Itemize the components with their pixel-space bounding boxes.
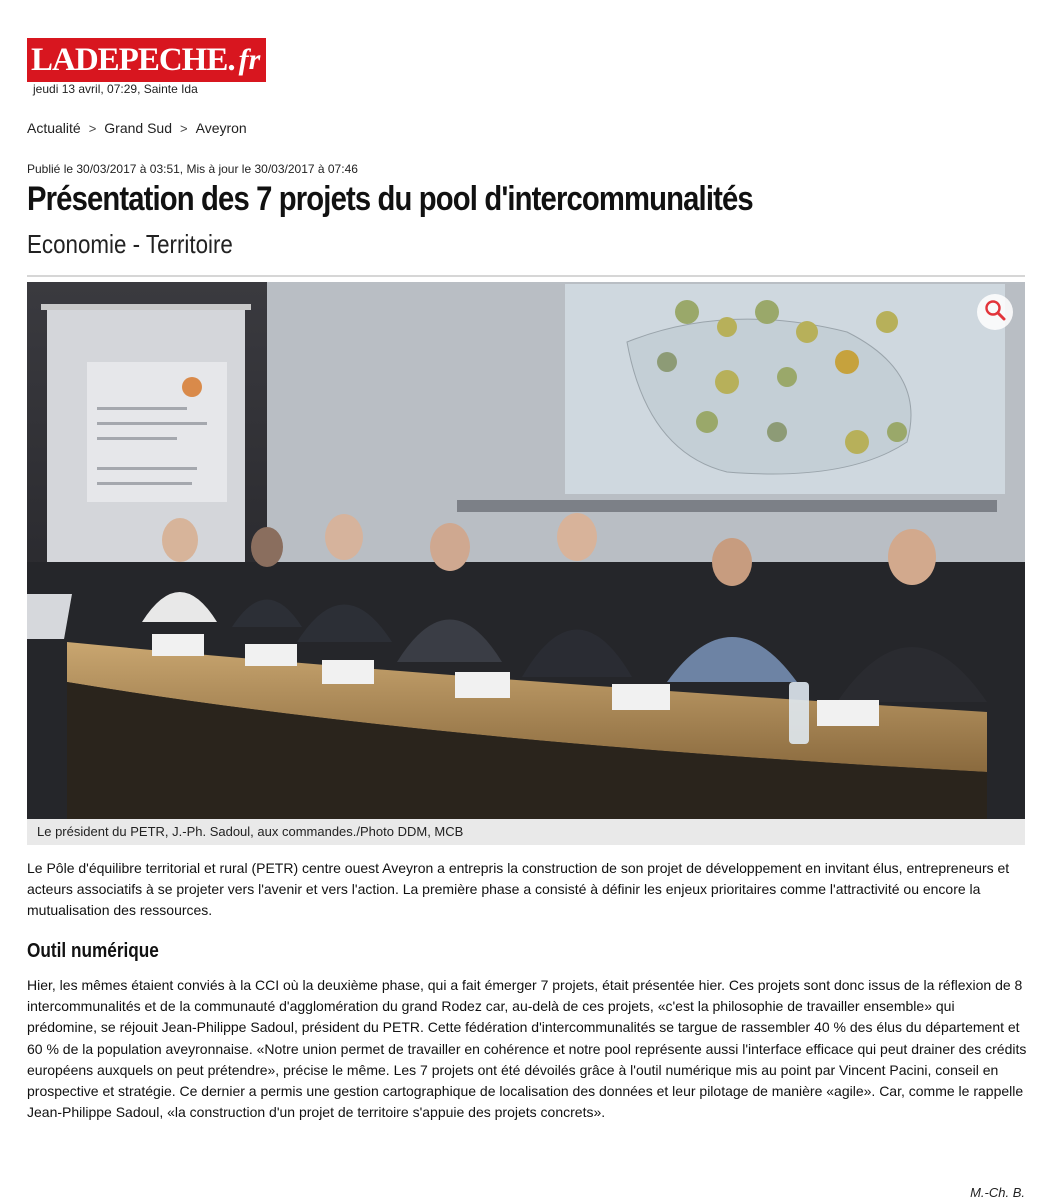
article-paragraph: Hier, les mêmes étaient conviés à la CCI où la deuxième phase, qui a fait émerger 7 projets, était présentée hier. Ces projets sont donc issus de la réflexion de 8 intercommunalités et de la communauté d'agglomération du grand Rodez car, au-delà de ces projets, «c'est la philosophie de travailler ensemble» qui prédomine, se réjouit Jean-Philippe Sadoul, président du PETR. Cette fédération d'intercommunalités se targue de rassembler 40 % des élus du département et 60 % de la population aveyronnaise. «Notre union permet de travailler en cohérence et notre pool représente aussi l'interface efficace qui peut drainer des crédits européens auxquels on peut prétendre», précise le même. Les 7 projets ont été dévoilés grâce à l'outil numérique mis au point par Vincent Pacini, conseil en prospective et stratégie. Ce dernier a permis une gestion cartographique de localisation des données et leur pilotage de manière «agile». Car, comme le rappelle Jean-Philippe Sadoul, «la construction d'un projet de territoire s'appuie des projets concrets».	[27, 977, 1027, 1121]
breadcrumb	[27, 120, 247, 136]
breadcrumb-aveyron[interactable]: Aveyron	[195, 120, 247, 136]
publish-date: Publié le 30/03/2017 à 03:51, Mis à jour le 30/03/2017 à 07:46	[27, 162, 358, 176]
photo-caption: Le président du PETR, J.-Ph. Sadoul, aux commandes./Photo DDM, MCB	[27, 819, 1025, 845]
photo-illustration	[27, 282, 1025, 819]
article-author: M.-Ch. B.	[970, 1185, 1025, 1200]
breadcrumb-separator: >	[88, 120, 97, 136]
logo-wordmark: LADEPECHE.	[27, 38, 239, 82]
divider	[27, 275, 1025, 277]
breadcrumb-actualite[interactable]: Actualité	[27, 120, 81, 136]
breadcrumb-separator: >	[180, 120, 188, 136]
article-subheading: Outil numérique	[27, 940, 159, 962]
article-photo[interactable]	[27, 282, 1025, 819]
zoom-button[interactable]	[977, 294, 1013, 330]
magnifier-icon	[984, 299, 1006, 326]
dateline: jeudi 13 avril, 07:29, Sainte Ida	[33, 82, 198, 96]
breadcrumb-grand-sud[interactable]: Grand Sud	[104, 120, 173, 136]
logo-fr: fr	[239, 38, 267, 82]
site-logo[interactable]	[27, 38, 266, 82]
article-paragraph: Le Pôle d'équilibre territorial et rural (PETR) centre ouest Aveyron a entrepris la construction de son projet de développement en invitant élus, entrepreneurs et acteurs associatifs à se projeter vers l'avenir et vers l'action. La première phase a consisté à définir les enjeux prioritaires comme l'attractivité ou encore la mutualisation des ressources.	[27, 860, 1010, 919]
article-title: Présentation des 7 projets du pool d'intercommunalités	[27, 180, 753, 218]
article-category: Economie - Territoire	[27, 229, 233, 259]
